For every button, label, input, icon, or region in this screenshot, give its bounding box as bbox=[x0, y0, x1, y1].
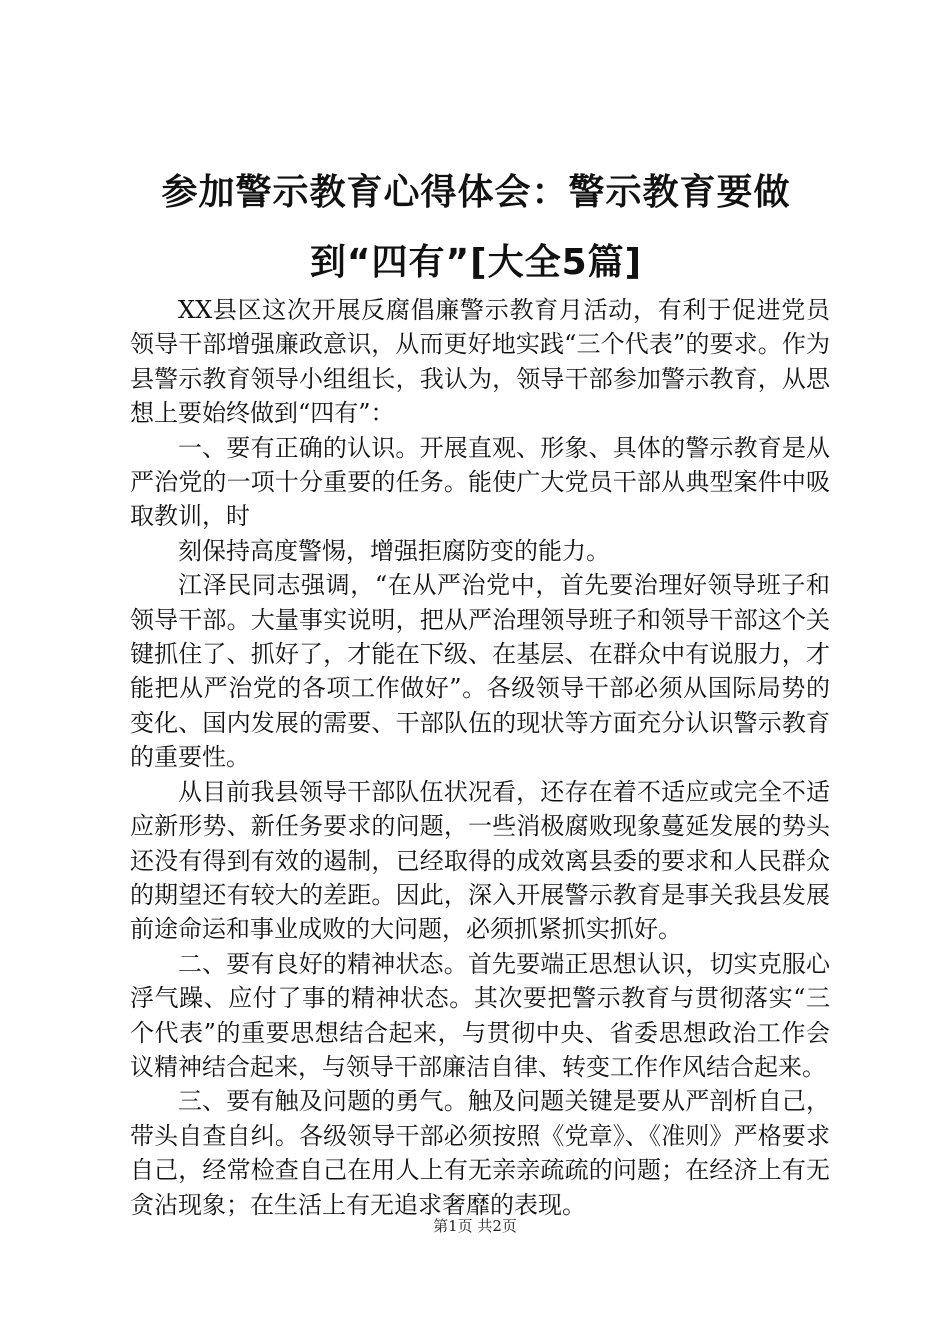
paragraph-quote: 江泽民同志强调，“在从严治党中，首先要治理好领导班子和领导干部。大量事实说明，把从严治理领导班子和领导干部这个关键抓住了、抓好了，才能在下级、在基层、在群众中有说服力，才能把从严治党的各项工作做好”。各级领导干部必须从国际局势的变化、国内发展的需要、干部队伍的现状等方面充分认识警示教育的重要性。 bbox=[130, 571, 830, 772]
paragraph-point-three: 三、要有触及问题的勇气。触及问题关键是要从严剖析自己，带头自查自纠。各级领导干部必须按照《党章》、《准则》严格要求自己，经常检查自己在用人上有无亲亲疏疏的问题；在经济上有无贪沾现象；在生活上有无追求奢靡的表现。 bbox=[130, 1087, 830, 1219]
paragraph-point-one: 一、要有正确的认识。开展直观、形象、具体的警示教育是从严治党的一项十分重要的任务。能使广大党员干部从典型案件中吸取教训，时 bbox=[130, 433, 830, 531]
document-body bbox=[130, 293, 830, 1222]
paragraph-point-two: 二、要有良好的精神状态。首先要端正思想认识，切实克服心浮气躁、应付了事的精神状态。其次要把警示教育与贯彻落实“三个代表”的重要思想结合起来，与贯彻中央、省委思想政治工作会议精神结合起来，与领导干部廉洁自律、转变工作作风结合起来。 bbox=[130, 949, 830, 1081]
page-number-footer: 第1页 共2页 bbox=[433, 1217, 517, 1235]
paragraph-intro: XX县区这次开展反腐倡廉警示教育月活动，有利于促进党员领导干部增强廉政意识，从而更好地实践“三个代表”的要求。作为县警示教育领导小组组长，我认为，领导干部参加警示教育，从思想上要始终做到“四有”： bbox=[130, 296, 830, 428]
paragraph-situation: 从目前我县领导干部队伍状况看，还存在着不适应或完全不适应新形势、新任务要求的问题，一些消极腐败现象蔓延发展的势头还没有得到有效的遏制，已经取得的成效离县委的要求和人民群众的期望还有较大的差距。因此，深入开展警示教育是事关我县发展前途命运和事业成败的大问题，必须抓紧抓实抓好。 bbox=[130, 777, 830, 944]
document-title: 参加警示教育心得体会：警示教育要做到“四有”[大全5篇] bbox=[161, 172, 791, 283]
paragraph-point-one-continued: 刻保持高度警惕，增强拒腐防变的能力。 bbox=[178, 536, 610, 565]
